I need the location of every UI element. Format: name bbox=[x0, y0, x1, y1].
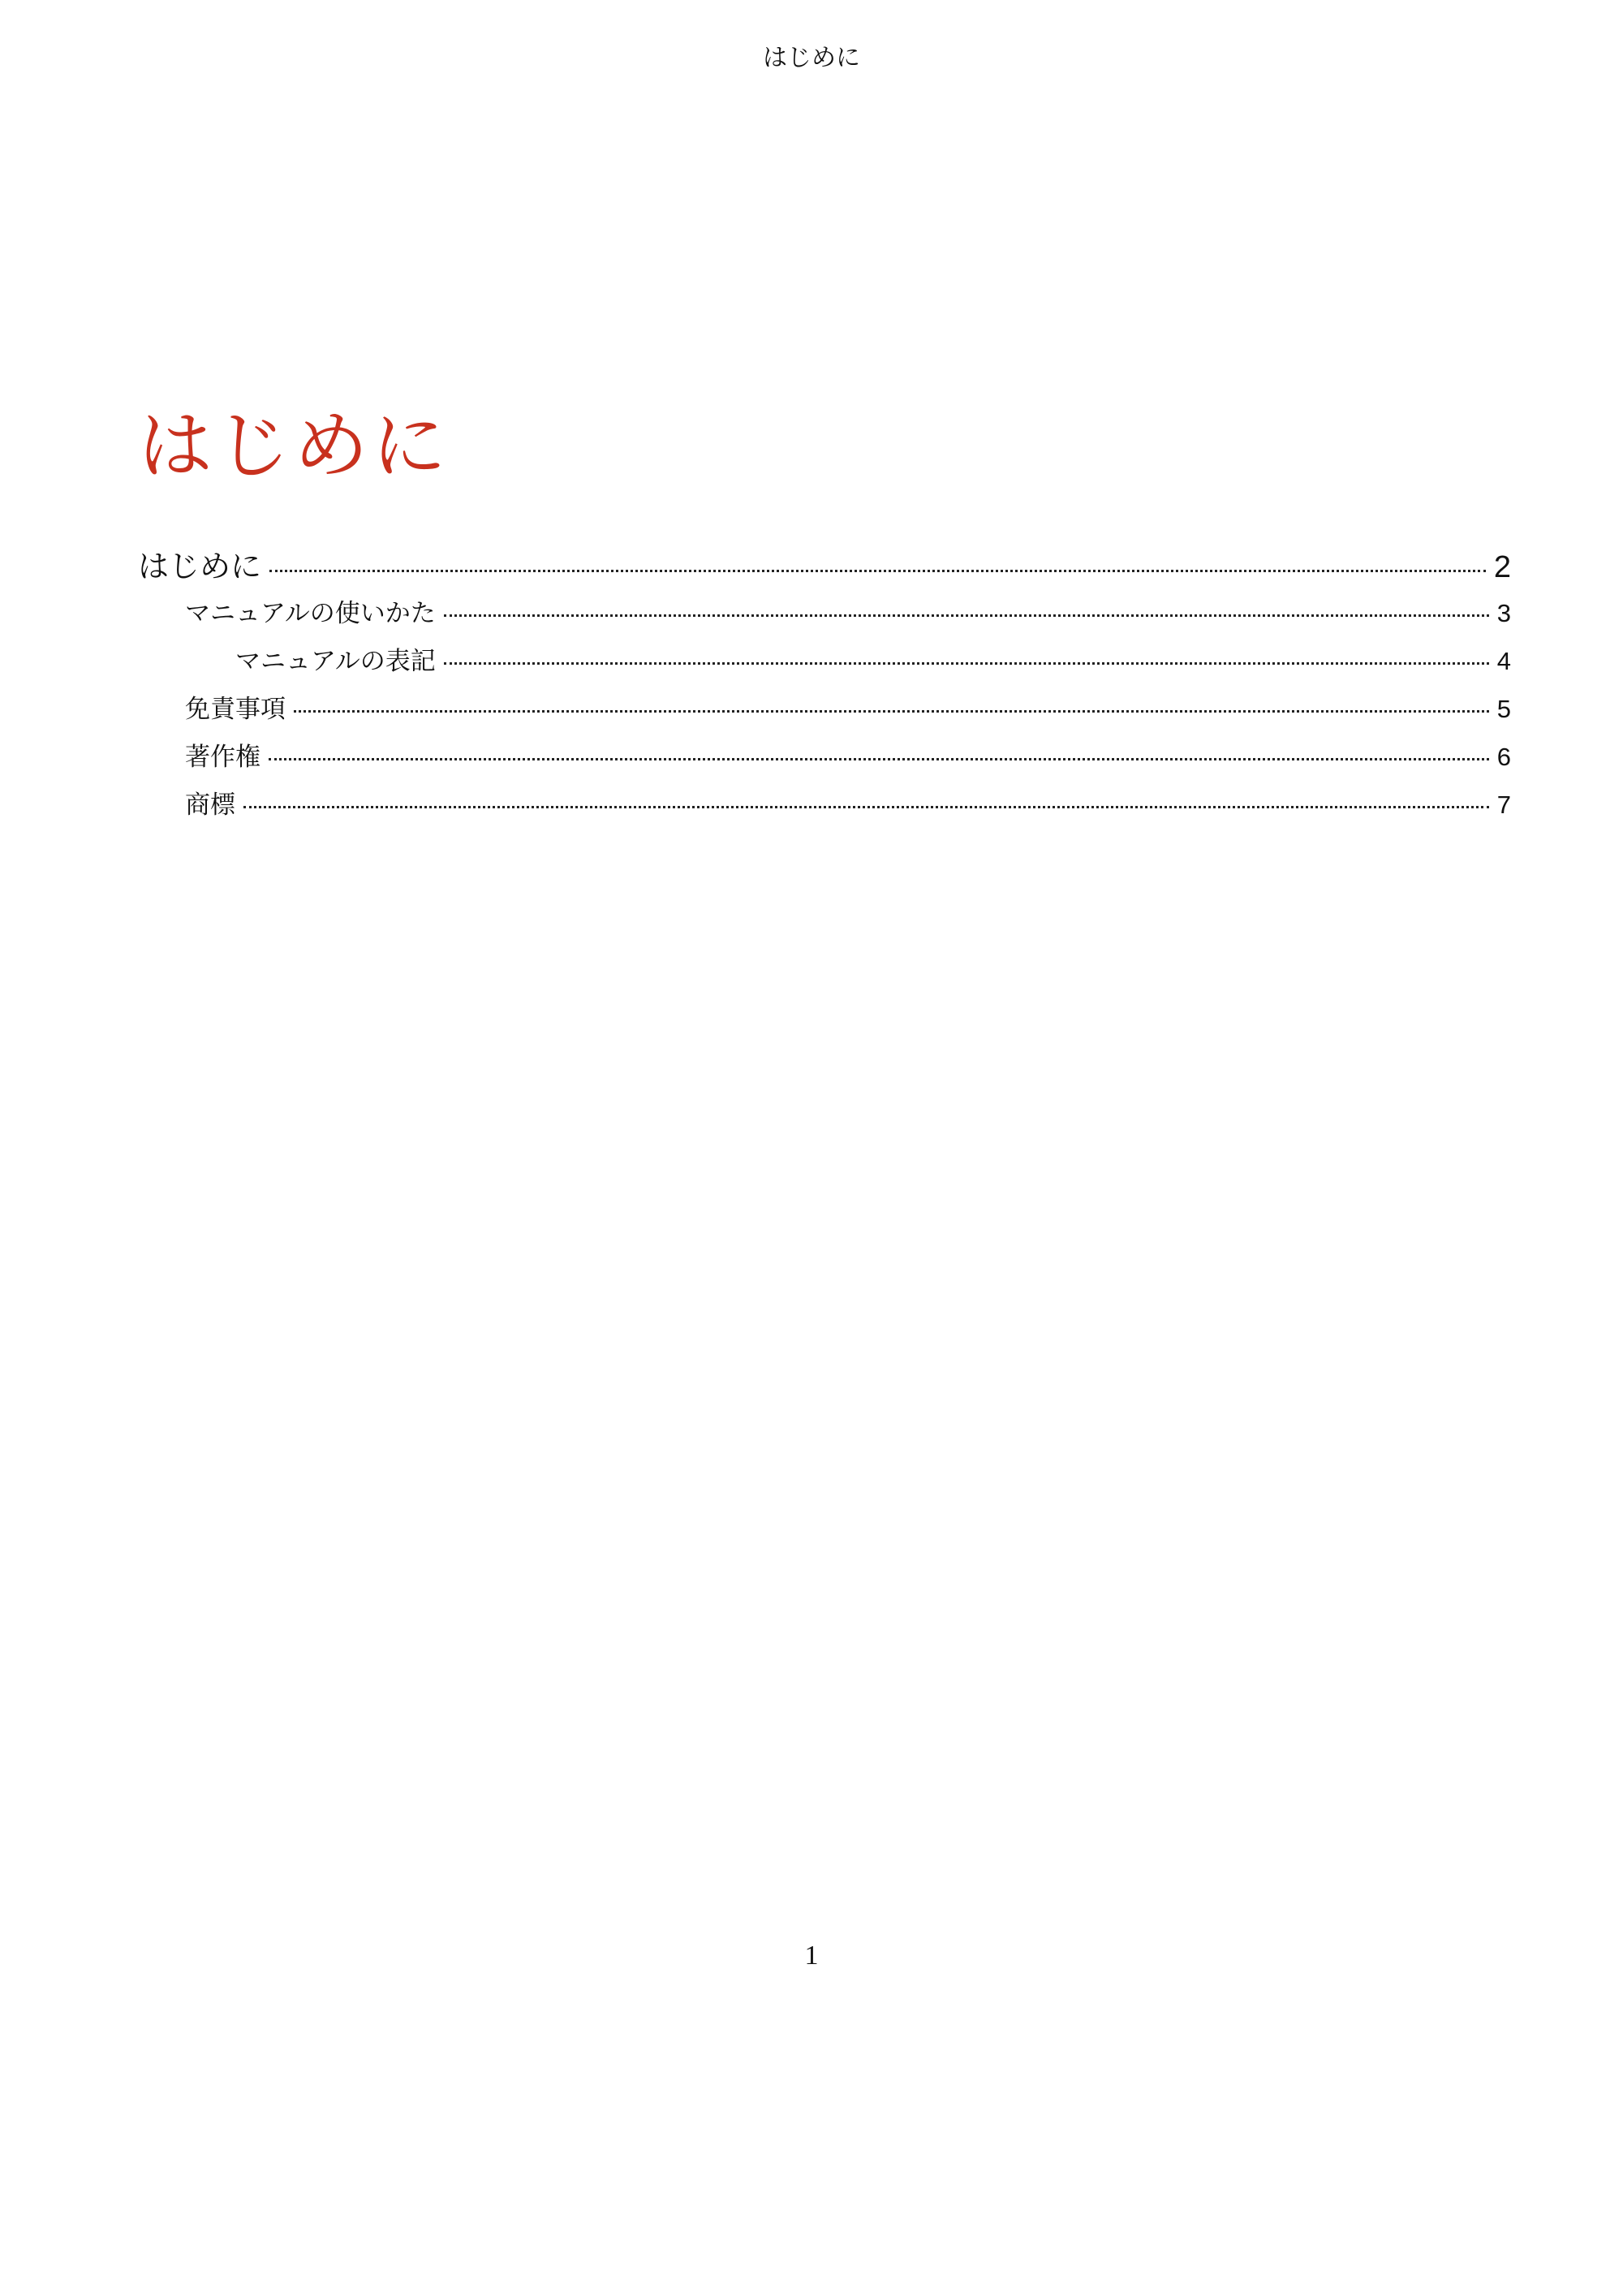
toc-entry-copyright[interactable] bbox=[138, 739, 1511, 775]
toc-dot-leader bbox=[444, 614, 1489, 617]
toc-entry-introduction[interactable] bbox=[138, 545, 1511, 588]
toc-entry-trademarks[interactable] bbox=[138, 787, 1511, 823]
toc-entry-label: マニュアルの表記 bbox=[235, 647, 436, 676]
toc-dot-leader bbox=[269, 758, 1489, 760]
toc-dot-leader bbox=[444, 662, 1489, 665]
toc-page-number: 5 bbox=[1496, 695, 1511, 723]
toc-entry-notation[interactable] bbox=[138, 644, 1511, 679]
toc-page-number: 7 bbox=[1496, 790, 1511, 819]
toc-entry-label: 免責事項 bbox=[185, 695, 286, 724]
toc-page-number: 3 bbox=[1496, 599, 1511, 627]
toc-dot-leader bbox=[269, 570, 1486, 572]
toc-entry-disclaimer[interactable] bbox=[138, 691, 1511, 727]
toc-dot-leader bbox=[243, 806, 1489, 808]
table-of-contents bbox=[138, 545, 1511, 835]
running-header: はじめに bbox=[763, 44, 860, 72]
toc-dot-leader bbox=[294, 710, 1489, 713]
page-number: 1 bbox=[804, 1941, 819, 1971]
toc-entry-label: はじめに bbox=[138, 549, 262, 584]
toc-page-number: 2 bbox=[1493, 550, 1511, 584]
toc-entry-how-to-use[interactable] bbox=[138, 596, 1511, 631]
page-title: はじめに bbox=[138, 403, 450, 489]
toc-entry-label: 商標 bbox=[185, 790, 235, 820]
toc-page-number: 6 bbox=[1496, 743, 1511, 771]
toc-page-number: 4 bbox=[1496, 647, 1511, 675]
toc-entry-label: 著作権 bbox=[185, 743, 260, 772]
toc-entry-label: マニュアルの使いかた bbox=[185, 599, 436, 628]
